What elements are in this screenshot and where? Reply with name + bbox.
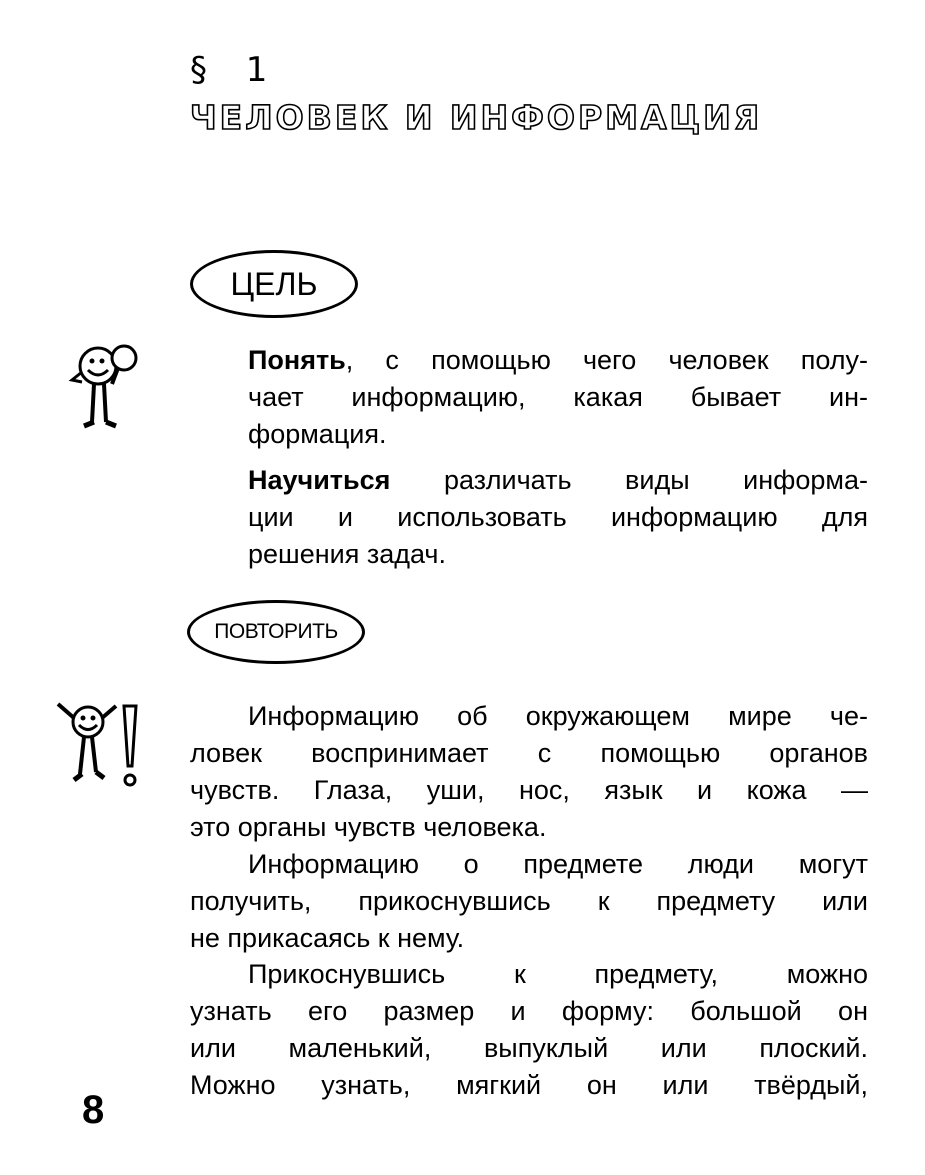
section-number: § 1 bbox=[190, 50, 282, 90]
page-number: 8 bbox=[82, 1088, 105, 1132]
text-line: узнать его размер и форму: большой он bbox=[190, 996, 868, 1026]
text-line: это органы чувств человека. bbox=[190, 812, 547, 842]
bold-term-learn: Научиться bbox=[248, 465, 391, 495]
text-line: Информацию о предмете люди могут bbox=[248, 849, 868, 879]
magnifier-mascot-icon bbox=[68, 336, 146, 436]
body-paragraph-senses bbox=[190, 698, 868, 846]
text-line: чает информацию, какая бывает ин- bbox=[248, 382, 868, 412]
text-line: Можно узнать, мягкий он или твёрдый, bbox=[190, 1070, 868, 1100]
text-line: Информацию об окружающем мире че- bbox=[248, 701, 868, 731]
goal-label: ЦЕЛЬ bbox=[230, 265, 318, 302]
text-line: ции и использовать информацию для bbox=[248, 502, 868, 532]
text-line: не прикасаясь к нему. bbox=[190, 923, 465, 953]
body-paragraph-touch bbox=[190, 846, 868, 957]
goal-paragraph-learn bbox=[248, 462, 868, 573]
text-line: Научиться различать виды информа- bbox=[248, 465, 868, 495]
goal-oval bbox=[190, 250, 358, 318]
exclamation-mascot-icon bbox=[50, 700, 146, 795]
goal-paragraph-understand bbox=[248, 342, 868, 453]
text-line: формация. bbox=[248, 419, 387, 449]
text-line: чувств. Глаза, уши, нос, язык и кожа — bbox=[190, 775, 868, 805]
body-paragraph-shape bbox=[190, 956, 868, 1104]
text-line: ловек воспринимает с помощью органов bbox=[190, 738, 868, 768]
review-oval bbox=[187, 600, 365, 664]
text-line: Прикоснувшись к предмету, можно bbox=[248, 959, 868, 989]
text-line: получить, прикоснувшись к предмету или bbox=[190, 886, 868, 916]
text-line: Понять, с помощью чего человек полу- bbox=[248, 345, 868, 375]
bold-term-understand: Понять bbox=[248, 345, 346, 375]
review-label: ПОВТОРИТЬ bbox=[214, 620, 338, 643]
text-line: решения задач. bbox=[248, 539, 446, 569]
chapter-title: ЧЕЛОВЕК И ИНФОРМАЦИЯ bbox=[190, 98, 763, 137]
text-line: или маленький, выпуклый или плоский. bbox=[190, 1033, 868, 1063]
